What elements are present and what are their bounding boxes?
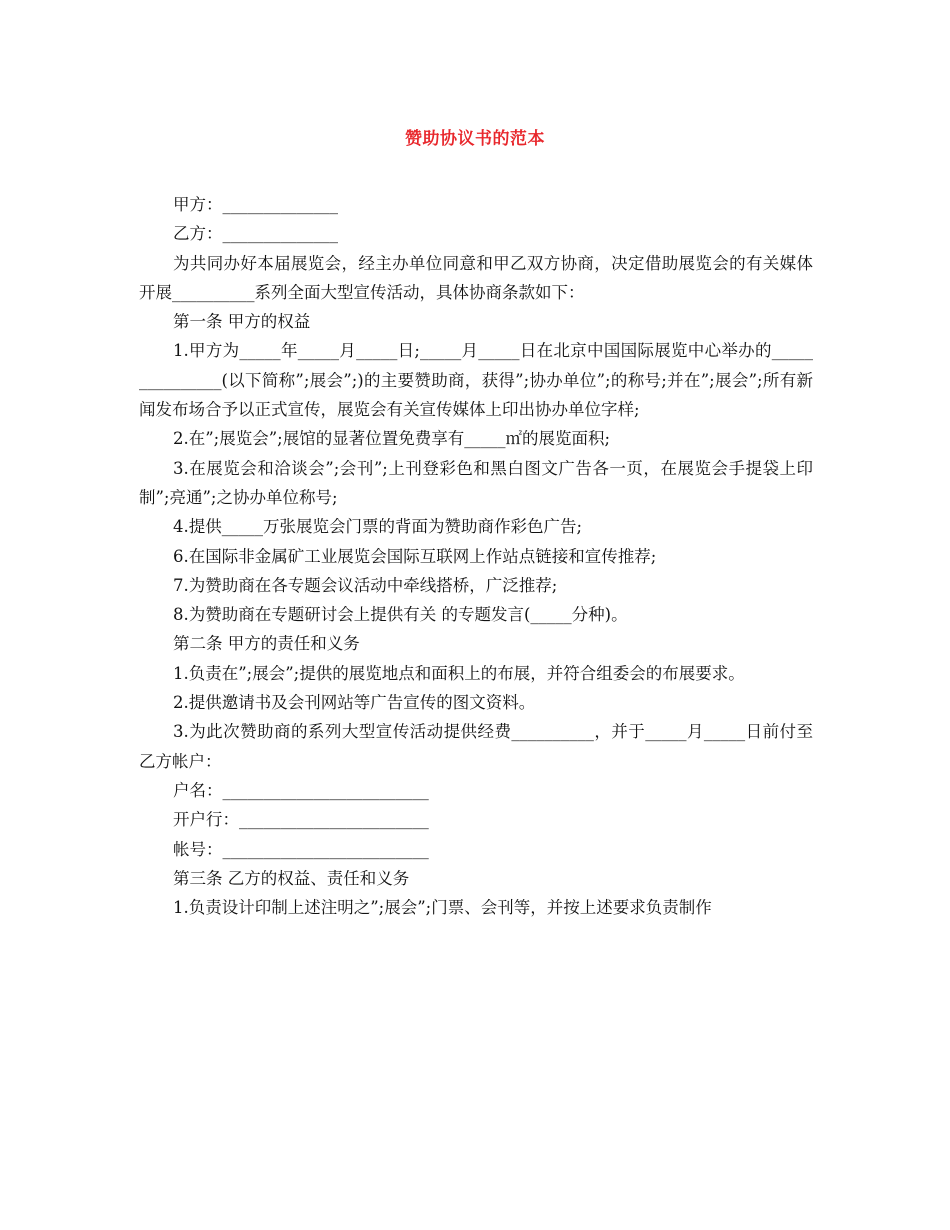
article-2-heading: 第二条 甲方的责任和义务 [173,634,360,654]
account-number-line: 帐号：_________________________ [173,839,429,859]
intro-paragraph: 为共同办好本届展览会，经主办单位同意和甲乙双方协商，决定借助展览会的有关媒体开展__________系列全面大型宣传活动，具体协商条款如下： [139,253,813,302]
article-2-item-2: 2.提供邀请书及会刊网站等广告宣传的图文资料。 [173,693,536,713]
article-1-item-2: 2.在”;展览会”;展馆的显著位置免费享有_____㎡的展览面积; [173,429,611,449]
party-b-line: 乙方：______________ [173,224,338,244]
article-1-item-8: 8.为赞助商在专题研讨会上提供有关 的专题发言(_____分种)。 [173,605,628,625]
bank-line: 开户行：_______________________ [173,810,429,830]
article-1-item-7: 7.为赞助商在各专题会议活动中牵线搭桥，广泛推荐; [173,575,558,595]
document-title: 赞助协议书的范本 [405,129,545,149]
article-1-item-1: 1.甲方为_____年_____月_____日;_____月_____日在北京中国国际展览中心举办的_______________(以下简称”;展会”;)的主要赞助商，获得”;协办单位”;的称号;并在”;展会”;所有新闻发布场合予以正式宣传，展览会有关宣传媒体上印出协办单位字样; [139,341,813,420]
article-1-heading: 第一条 甲方的权益 [173,312,311,332]
article-3-item-1: 1.负责设计印制上述注明之”;展会”;门票、会刊等，并按上述要求负责制作 [173,898,712,918]
article-1-item-6: 6.在国际非金属矿工业展览会国际互联网上作站点链接和宣传推荐; [173,546,657,566]
party-a-line: 甲方：______________ [173,195,338,214]
document-body [139,190,813,922]
article-3-heading: 第三条 乙方的权益、责任和义务 [173,868,410,888]
article-2-item-1: 1.负责在”;展会”;提供的展览地点和面积上的布展，并符合组委会的布展要求。 [173,663,745,683]
article-1-item-4: 4.提供_____万张展览会门票的背面为赞助商作彩色广告; [173,517,583,537]
article-1-item-3: 3.在展览会和洽谈会”;会刊”;上刊登彩色和黑白图文广告各一页，在展览会手提袋上印制”;亮通”;之协办单位称号; [139,458,813,507]
account-name-line: 户名：_________________________ [173,780,429,800]
article-2-item-3: 3.为此次赞助商的系列大型宣传活动提供经费__________，并于_____月_____日前付至乙方帐户： [139,722,813,771]
